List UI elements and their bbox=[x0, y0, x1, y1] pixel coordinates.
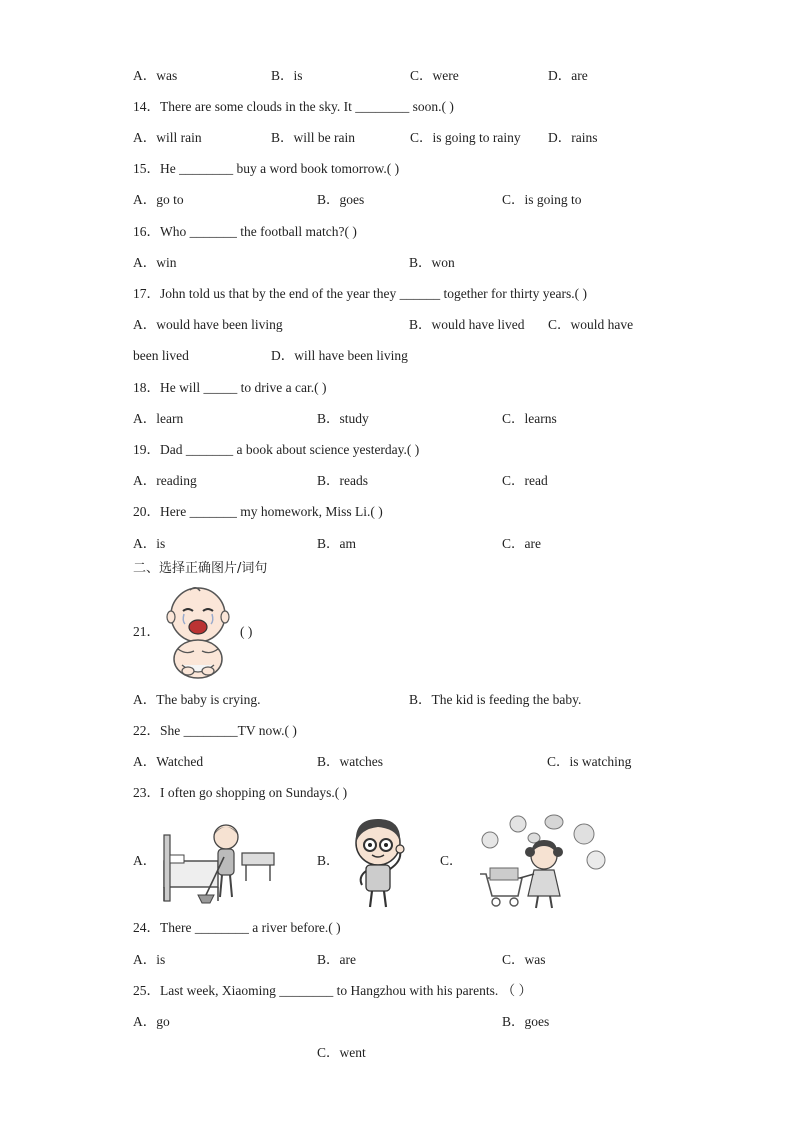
girl-shopping-cart-image[interactable] bbox=[474, 812, 606, 910]
girl-waving-image[interactable] bbox=[344, 815, 414, 909]
q14-option-d[interactable]: D．rains bbox=[548, 130, 598, 145]
q15-option-a[interactable]: A．go to bbox=[133, 192, 184, 207]
q21-number: 21． bbox=[133, 624, 160, 639]
q14-option-c[interactable]: C．is going to rainy bbox=[410, 130, 521, 145]
q20-option-a[interactable]: A．is bbox=[133, 536, 166, 551]
q13-option-d[interactable]: D．are bbox=[548, 68, 588, 83]
q22-option-c[interactable]: C．is watching bbox=[547, 754, 632, 769]
q14-stem: 14．There are some clouds in the sky. It ________ soon.( ) bbox=[133, 99, 454, 114]
q16-option-b[interactable]: B．won bbox=[409, 255, 455, 270]
q16-option-a[interactable]: A．win bbox=[133, 255, 177, 270]
q21-option-b[interactable]: B．The kid is feeding the baby. bbox=[409, 692, 582, 707]
q25-option-b[interactable]: B．goes bbox=[502, 1014, 550, 1029]
q23-option-b[interactable]: B． bbox=[317, 853, 340, 868]
q18-option-b[interactable]: B．study bbox=[317, 411, 369, 426]
q18-option-a[interactable]: A．learn bbox=[133, 411, 184, 426]
q17-stem: 17．John told us that by the end of the year they ______ together for thirty years.( ) bbox=[133, 286, 588, 301]
q17-option-d[interactable]: D．will have been living bbox=[271, 348, 408, 363]
q17-option-a[interactable]: A．would have been living bbox=[133, 317, 283, 332]
q16-stem: 16．Who _______ the football match?( ) bbox=[133, 224, 357, 239]
q21-option-a[interactable]: A．The baby is crying. bbox=[133, 692, 261, 707]
q24-option-c[interactable]: C．was bbox=[502, 952, 546, 967]
q22-stem: 22．She ________TV now.( ) bbox=[133, 723, 297, 738]
q23-option-c[interactable]: C． bbox=[440, 853, 463, 868]
q24-stem: 24．There ________ a river before.( ) bbox=[133, 920, 341, 935]
q18-option-c[interactable]: C．learns bbox=[502, 411, 557, 426]
q24-option-a[interactable]: A．is bbox=[133, 952, 166, 967]
q20-option-c[interactable]: C．are bbox=[502, 536, 541, 551]
q17-option-c-continued[interactable]: been lived bbox=[133, 348, 189, 363]
q17-option-c[interactable]: C．would have bbox=[548, 317, 634, 332]
q25-option-a[interactable]: A．go bbox=[133, 1014, 170, 1029]
q19-option-c[interactable]: C．read bbox=[502, 473, 548, 488]
q23-option-a[interactable]: A． bbox=[133, 853, 157, 868]
q22-option-a[interactable]: A．Watched bbox=[133, 754, 204, 769]
q25-option-c[interactable]: C．went bbox=[317, 1045, 366, 1060]
q20-stem: 20．Here _______ my homework, Miss Li.( ) bbox=[133, 504, 383, 519]
q25-stem: 25．Last week, Xiaoming ________ to Hangzhou with his parents. （ ） bbox=[133, 983, 532, 998]
q19-option-b[interactable]: B．reads bbox=[317, 473, 368, 488]
crying-baby-image bbox=[160, 583, 236, 681]
q14-option-a[interactable]: A．will rain bbox=[133, 130, 202, 145]
q15-option-b[interactable]: B．goes bbox=[317, 192, 365, 207]
q17-option-b[interactable]: B．would have lived bbox=[409, 317, 525, 332]
q13-option-a[interactable]: A．was bbox=[133, 68, 178, 83]
q14-option-b[interactable]: B．will be rain bbox=[271, 130, 355, 145]
q15-option-c[interactable]: C．is going to bbox=[502, 192, 582, 207]
q15-stem: 15．He ________ buy a word book tomorrow.( ) bbox=[133, 161, 400, 176]
q19-stem: 19．Dad _______ a book about science yesterday.( ) bbox=[133, 442, 420, 457]
q18-stem: 18．He will _____ to drive a car.( ) bbox=[133, 380, 327, 395]
q24-option-b[interactable]: B．are bbox=[317, 952, 356, 967]
q21-answer-paren[interactable]: ( ) bbox=[240, 624, 253, 639]
q22-option-b[interactable]: B．watches bbox=[317, 754, 383, 769]
girl-sweeping-image[interactable] bbox=[158, 815, 278, 907]
q13-option-b[interactable]: B．is bbox=[271, 68, 303, 83]
q13-option-c[interactable]: C．were bbox=[410, 68, 459, 83]
q20-option-b[interactable]: B．am bbox=[317, 536, 356, 551]
q19-option-a[interactable]: A．reading bbox=[133, 473, 197, 488]
section-2-title: 二、选择正确图片/词句 bbox=[133, 561, 268, 576]
q23-stem: 23．I often go shopping on Sundays.( ) bbox=[133, 785, 348, 800]
